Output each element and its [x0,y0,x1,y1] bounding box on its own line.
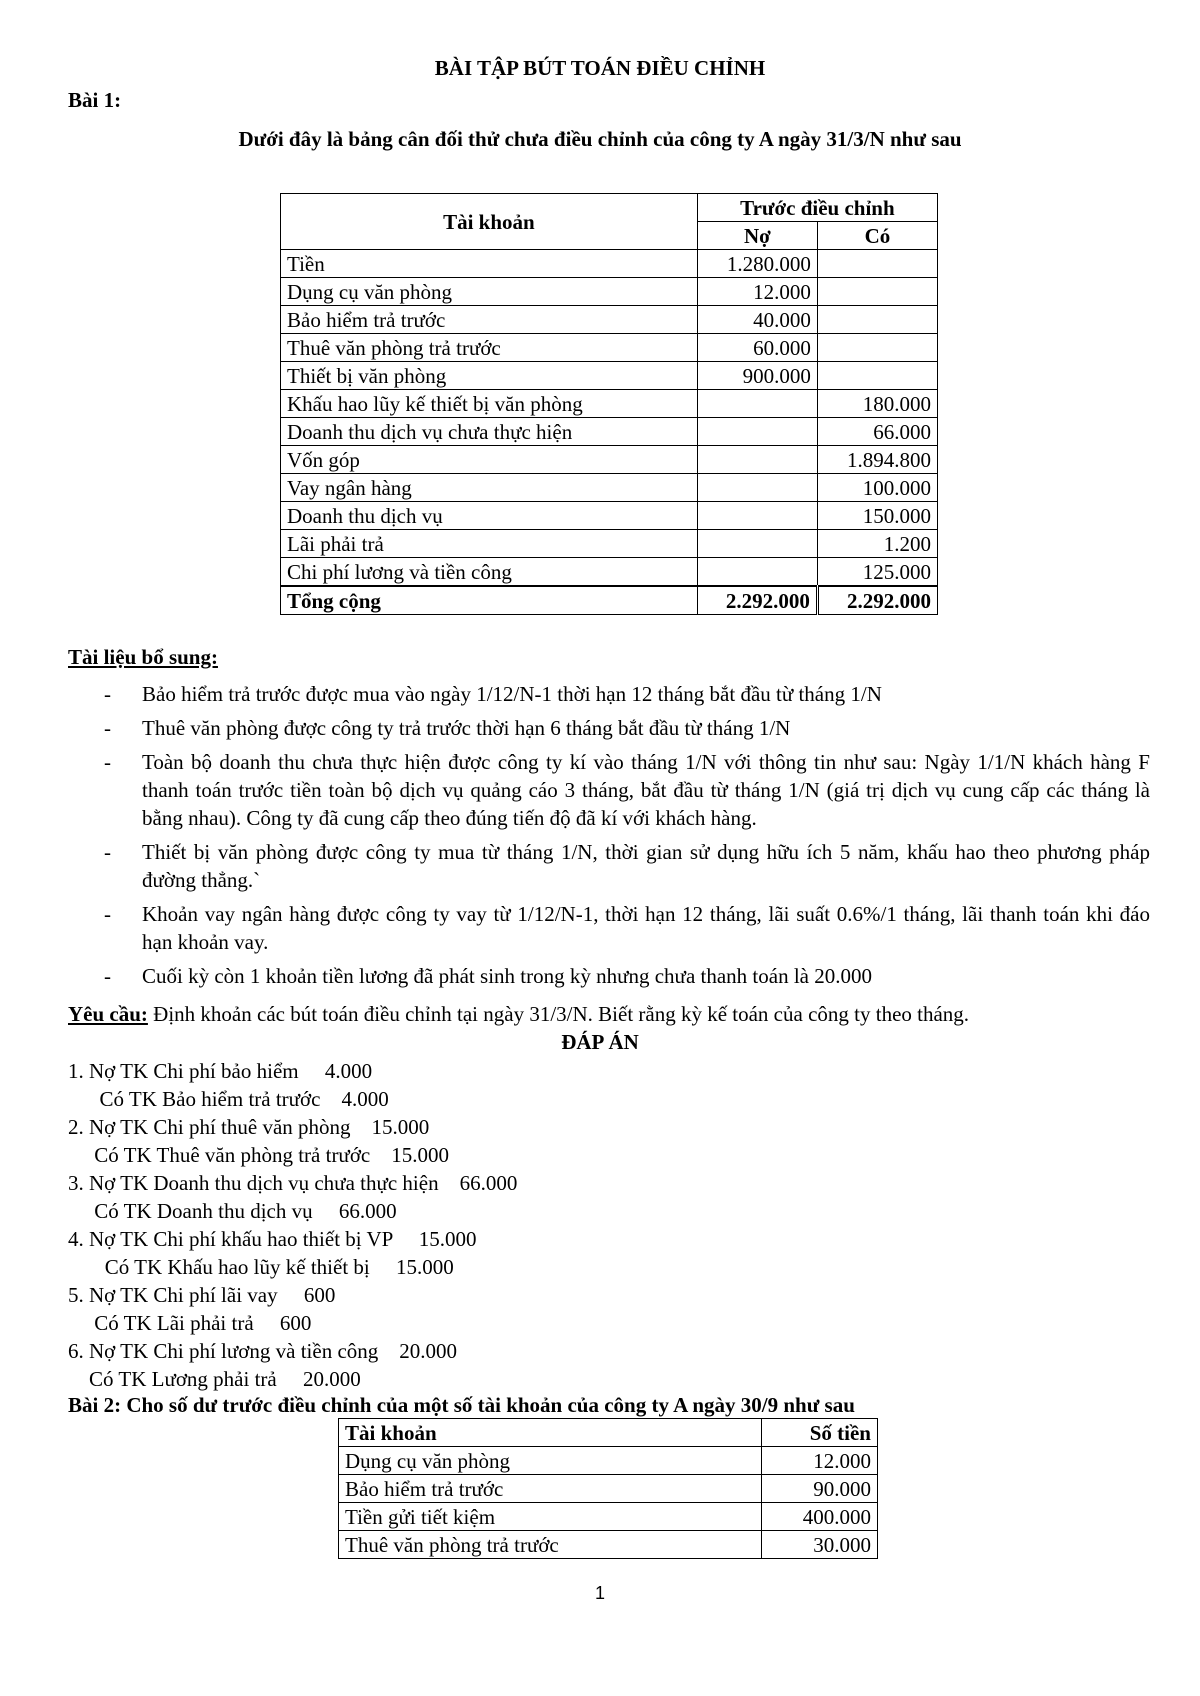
cell-credit [817,334,937,362]
table-row [281,278,938,306]
cell-credit [817,278,937,306]
total-debit: 2.292.000 [697,586,817,615]
list-item-text: Toàn bộ doanh thu chưa thực hiện được công ty kí vào tháng 1/N với thông tin như sau: Ngày 1/1/N khách hàng F thanh toán trước tiền toàn bộ dịch vụ quảng cáo 3 tháng, bắt đầu từ tháng 1/N (giá trị dịch vụ cung cấp các tháng là bằng nhau). Công ty đã cung cấp theo đúng tiến độ đã kí với khách hàng. [142,750,1150,830]
cell-credit: 125.000 [817,558,937,587]
trial-balance-table [280,193,938,615]
page-number: 1 [594,1583,605,1603]
list-item-text: Thuê văn phòng được công ty trả trước thời hạn 6 tháng bắt đầu từ tháng 1/N [142,716,791,740]
table-row [281,334,938,362]
cell-account: Doanh thu dịch vụ [281,502,698,530]
table-row [281,474,938,502]
cell-debit [697,418,817,446]
list-item [100,900,1150,956]
list-item-text: Khoản vay ngân hàng được công ty vay từ 1/12/N-1, thời hạn 12 tháng, lãi suất 0.6%/1 tháng, lãi thanh toán khi đáo hạn khoản vay. [142,902,1150,954]
answer-line: 1. Nợ TK Chi phí bảo hiểm 4.000 [68,1059,373,1083]
cell-account: Thiết bị văn phòng [281,362,698,390]
cell-credit: 100.000 [817,474,937,502]
supplement-heading: Tài liệu bổ sung: [68,645,218,669]
table-row [281,362,938,390]
list-item [100,962,1150,990]
header-account: Tài khoản [339,1419,762,1447]
cell-account: Dụng cụ văn phòng [281,278,698,306]
answer-line: Có TK Thuê văn phòng trả trước 15.000 [68,1143,449,1167]
cell-account: Chi phí lương và tiền công [281,558,698,587]
table-row [281,502,938,530]
answer-line: 6. Nợ TK Chi phí lương và tiền công 20.000 [68,1339,458,1363]
cell-amount: 90.000 [762,1475,878,1503]
cell-credit: 1.894.800 [817,446,937,474]
cell-account: Bảo hiểm trả trước [281,306,698,334]
answer-line: Có TK Doanh thu dịch vụ 66.000 [68,1199,397,1223]
list-item [100,714,1150,742]
cell-amount: 12.000 [762,1447,878,1475]
cell-amount: 30.000 [762,1531,878,1559]
cell-account: Khấu hao lũy kế thiết bị văn phòng [281,390,698,418]
cell-debit [697,474,817,502]
cell-account: Bảo hiểm trả trước [339,1475,762,1503]
cell-credit: 1.200 [817,530,937,558]
answer-line: Có TK Lãi phải trả 600 [68,1311,312,1335]
list-item-text: Thiết bị văn phòng được công ty mua từ tháng 1/N, thời gian sử dụng hữu ích 5 năm, khấu hao theo phương pháp đường thẳng.` [142,840,1150,892]
cell-account: Dụng cụ văn phòng [339,1447,762,1475]
cell-debit: 1.280.000 [697,250,817,278]
bullet-dash: - [104,716,111,740]
table-row [281,418,938,446]
cell-account: Lãi phải trả [281,530,698,558]
cell-account: Tiền [281,250,698,278]
answer-line: Có TK Khấu hao lũy kế thiết bị 15.000 [68,1255,454,1279]
cell-credit: 150.000 [817,502,937,530]
cell-credit: 180.000 [817,390,937,418]
cell-account: Tiền gửi tiết kiệm [339,1503,762,1531]
list-item-text: Cuối kỳ còn 1 khoản tiền lương đã phát sinh trong kỳ nhưng chưa thanh toán là 20.000 [142,964,872,988]
cell-account: Doanh thu dịch vụ chưa thực hiện [281,418,698,446]
cell-debit [697,502,817,530]
table-row [281,446,938,474]
exercise-1-intro: Dưới đây là bảng cân đối thử chưa điều chỉnh của công ty A ngày 31/3/N như sau [238,127,962,151]
list-item [100,680,1150,708]
header-account: Tài khoản [281,194,698,250]
bullet-dash: - [104,902,111,926]
cell-debit: 60.000 [697,334,817,362]
table-row [339,1503,878,1531]
exercise-2-text: Bài 2: Cho số dư trước điều chỉnh của một số tài khoản của công ty A ngày 30/9 như sau [68,1393,855,1417]
cell-debit: 12.000 [697,278,817,306]
balance-table-2 [338,1418,878,1559]
cell-debit: 40.000 [697,306,817,334]
cell-debit [697,530,817,558]
cell-debit [697,558,817,587]
list-item-text: Bảo hiểm trả trước được mua vào ngày 1/12/N-1 thời hạn 12 tháng bắt đầu từ tháng 1/N [142,682,882,706]
answer-heading: ĐÁP ÁN [561,1030,639,1054]
table-row [281,558,938,587]
bullet-dash: - [104,840,111,864]
table-row [281,250,938,278]
requirement [68,1002,969,1027]
list-item [100,748,1150,832]
cell-debit: 900.000 [697,362,817,390]
answer-line: 4. Nợ TK Chi phí khấu hao thiết bị VP 15.000 [68,1227,477,1251]
requirement-text: Định khoản các bút toán điều chỉnh tại ngày 31/3/N. Biết rằng kỳ kế toán của công ty theo tháng. [147,1002,970,1026]
cell-debit [697,446,817,474]
cell-account: Vốn góp [281,446,698,474]
cell-account: Thuê văn phòng trả trước [281,334,698,362]
answer-line: Có TK Bảo hiểm trả trước 4.000 [68,1087,389,1111]
header-amount: Số tiền [762,1419,878,1447]
answer-line: Có TK Lương phải trả 20.000 [68,1367,361,1391]
bullet-dash: - [104,964,111,988]
answer-list [68,1057,517,1393]
answer-line: 3. Nợ TK Doanh thu dịch vụ chưa thực hiện 66.000 [68,1171,518,1195]
table-row [339,1531,878,1559]
total-row [281,586,938,615]
document-title: BÀI TẬP BÚT TOÁN ĐIỀU CHỈNH [434,56,766,80]
cell-debit [697,390,817,418]
answer-line: 5. Nợ TK Chi phí lãi vay 600 [68,1283,336,1307]
total-credit: 2.292.000 [817,586,937,615]
cell-credit [817,362,937,390]
cell-credit: 66.000 [817,418,937,446]
total-label: Tổng cộng [281,586,698,615]
header-before-adjustment: Trước điều chỉnh [697,194,937,222]
supplement-list [100,680,1150,996]
exercise-1-label: Bài 1: [68,88,122,112]
answer-line: 2. Nợ TK Chi phí thuê văn phòng 15.000 [68,1115,430,1139]
header-credit: Có [817,222,937,250]
header-debit: Nợ [697,222,817,250]
cell-credit [817,306,937,334]
bullet-dash: - [104,750,111,774]
requirement-label: Yêu cầu: [68,1002,148,1026]
cell-account: Thuê văn phòng trả trước [339,1531,762,1559]
table-row [339,1475,878,1503]
list-item [100,838,1150,894]
cell-account: Vay ngân hàng [281,474,698,502]
cell-amount: 400.000 [762,1503,878,1531]
table-row [281,530,938,558]
cell-credit [817,250,937,278]
table-row [281,390,938,418]
table-row [339,1447,878,1475]
bullet-dash: - [104,682,111,706]
table-row [281,306,938,334]
